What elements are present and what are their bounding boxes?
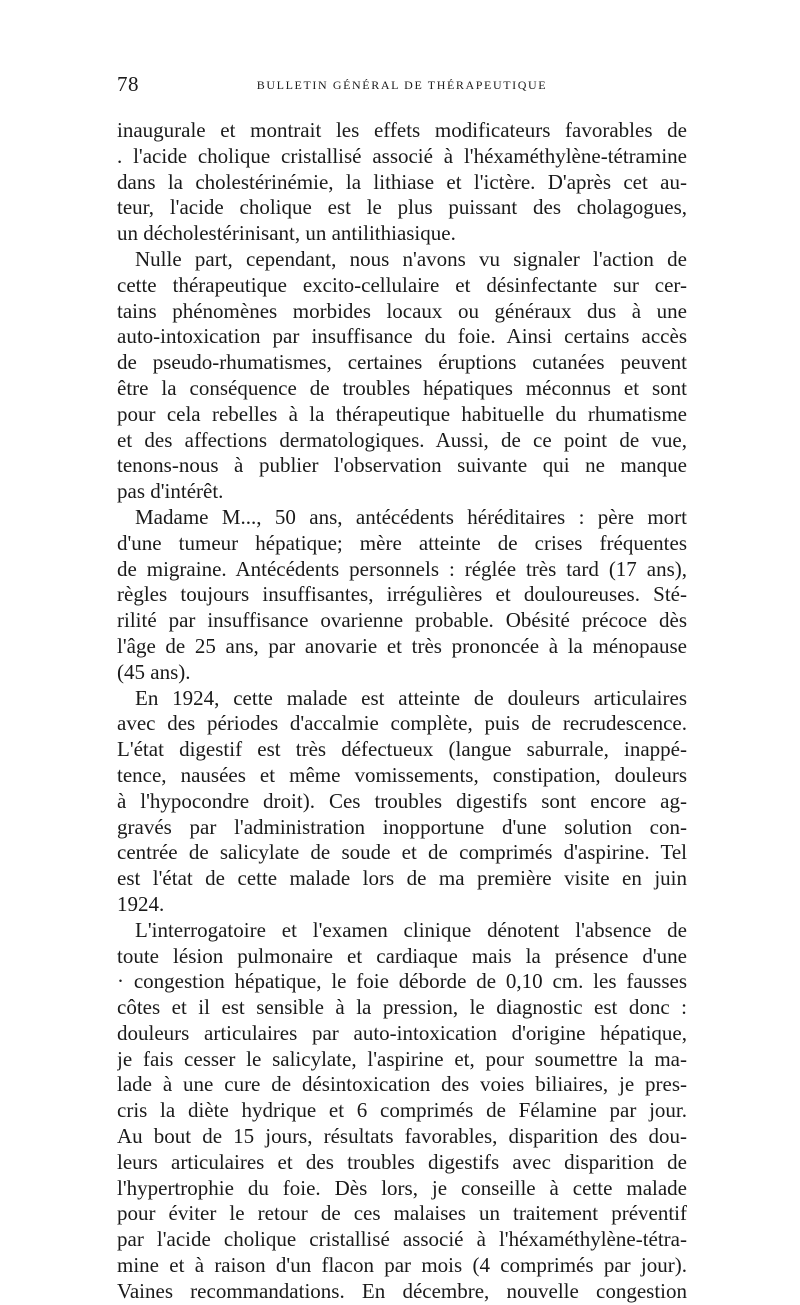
text-line: tenons-nous à publier l'observation suivante qui ne manque [117, 453, 687, 478]
text-line: pas d'intérêt. [117, 479, 224, 504]
running-title: BULLETIN GÉNÉRAL DE THÉRAPEUTIQUE [256, 78, 548, 92]
text-line: · congestion hépatique, le foie déborde de 0,10 cm. les fausses [117, 969, 687, 994]
text-line: tains phénomènes morbides locaux ou généraux dus à une [117, 298, 687, 323]
text-line: règles toujours insuffisantes, irrégulières et douloureuses. Sté- [117, 582, 687, 607]
text-line: gravés par l'administration inopportune d'une solution con- [117, 814, 687, 839]
text-line: un décholestérinisant, un antilithiasique. [117, 221, 456, 246]
text-line: Au bout de 15 jours, résultats favorables, disparition des dou- [117, 1124, 687, 1149]
body-text [117, 118, 687, 1305]
text-line: l'âge de 25 ans, par anovarie et très prononcée à la ménopause [117, 633, 687, 658]
text-line: lade à une cure de désintoxication des voies biliaires, je pres- [117, 1072, 687, 1097]
text-line: tence, nausées et même vomissements, constipation, douleurs [117, 762, 687, 787]
paragraph-start: En 1924, cette malade est atteinte de douleurs articulaires [135, 685, 687, 710]
text-line: 1924. [117, 891, 165, 916]
text-line: cette thérapeutique excito-cellulaire et désinfectante sur cer- [117, 272, 687, 297]
text-line: inaugurale et montrait les effets modificateurs favorables de [117, 118, 687, 142]
text-line: et des affections dermatologiques. Aussi, de ce point de vue, [117, 427, 687, 452]
text-line: à l'hypocondre droit). Ces troubles digestifs sont encore ag- [117, 788, 687, 813]
text-line: pour éviter le retour de ces malaises un traitement préventif [117, 1201, 687, 1226]
page-header [117, 72, 687, 96]
paragraph-start: L'interrogatoire et l'examen clinique dénotent l'absence de [135, 917, 687, 942]
page-number: 78 [117, 72, 139, 96]
text-line: par l'acide cholique cristallisé associé à l'héxaméthylène-tétra- [117, 1227, 687, 1252]
text-line: toute lésion pulmonaire et cardiaque mais la présence d'une [117, 943, 687, 968]
text-line: leurs articulaires et des troubles digestifs avec disparition de [117, 1149, 687, 1174]
text-line: être la conséquence de troubles hépatiques méconnus et sont [117, 375, 687, 400]
text-line: teur, l'acide cholique est le plus puissant des cholagogues, [117, 195, 687, 220]
paragraph-start: Madame M..., 50 ans, antécédents héréditaires : père mort [135, 504, 687, 529]
text-line: Vaines recommandations. En décembre, nouvelle congestion [117, 1278, 687, 1303]
text-line: cris la diète hydrique et 6 comprimés de Félamine par jour. [117, 1098, 687, 1123]
text-line: l'hypertrophie du foie. Dès lors, je conseille à cette malade [117, 1175, 687, 1200]
text-line: L'état digestif est très défectueux (langue saburrale, inappé- [117, 737, 687, 762]
text-line: rilité par insuffisance ovarienne probable. Obésité précoce dès [117, 608, 687, 633]
paragraph-start: Nulle part, cependant, nous n'avons vu signaler l'action de [135, 246, 687, 271]
text-line: d'une tumeur hépatique; mère atteinte de crises fréquentes [117, 530, 687, 555]
text-line: mine et à raison d'un flacon par mois (4 comprimés par jour). [117, 1253, 687, 1278]
text-line: est l'état de cette malade lors de ma première visite en juin [117, 866, 687, 891]
text-line: côtes et il est sensible à la pression, le diagnostic est donc : [117, 995, 687, 1020]
text-line: je fais cesser le salicylate, l'aspirine et, pour soumettre la ma- [117, 1046, 687, 1071]
text-line: pour cela rebelles à la thérapeutique habituelle du rhumatisme [117, 401, 687, 426]
text-line: dans la cholestérinémie, la lithiase et l'ictère. D'après cet au- [117, 169, 687, 194]
text-line: de migraine. Antécédents personnels : réglée très tard (17 ans), [117, 556, 687, 581]
text-line: avec des périodes d'accalmie complète, puis de recrudescence. [117, 711, 687, 736]
text-line: . l'acide cholique cristallisé associé à l'héxaméthylène-tétramine [117, 143, 687, 168]
text-line: (45 ans). [117, 659, 191, 684]
text-line: de pseudo-rhumatismes, certaines éruptions cutanées peuvent [117, 350, 687, 375]
text-line: douleurs articulaires par auto-intoxication d'origine hépatique, [117, 1020, 687, 1045]
text-line: auto-intoxication par insuffisance du foie. Ainsi certains accès [117, 324, 687, 349]
text-line: centrée de salicylate de soude et de comprimés d'aspirine. Tel [117, 840, 687, 865]
